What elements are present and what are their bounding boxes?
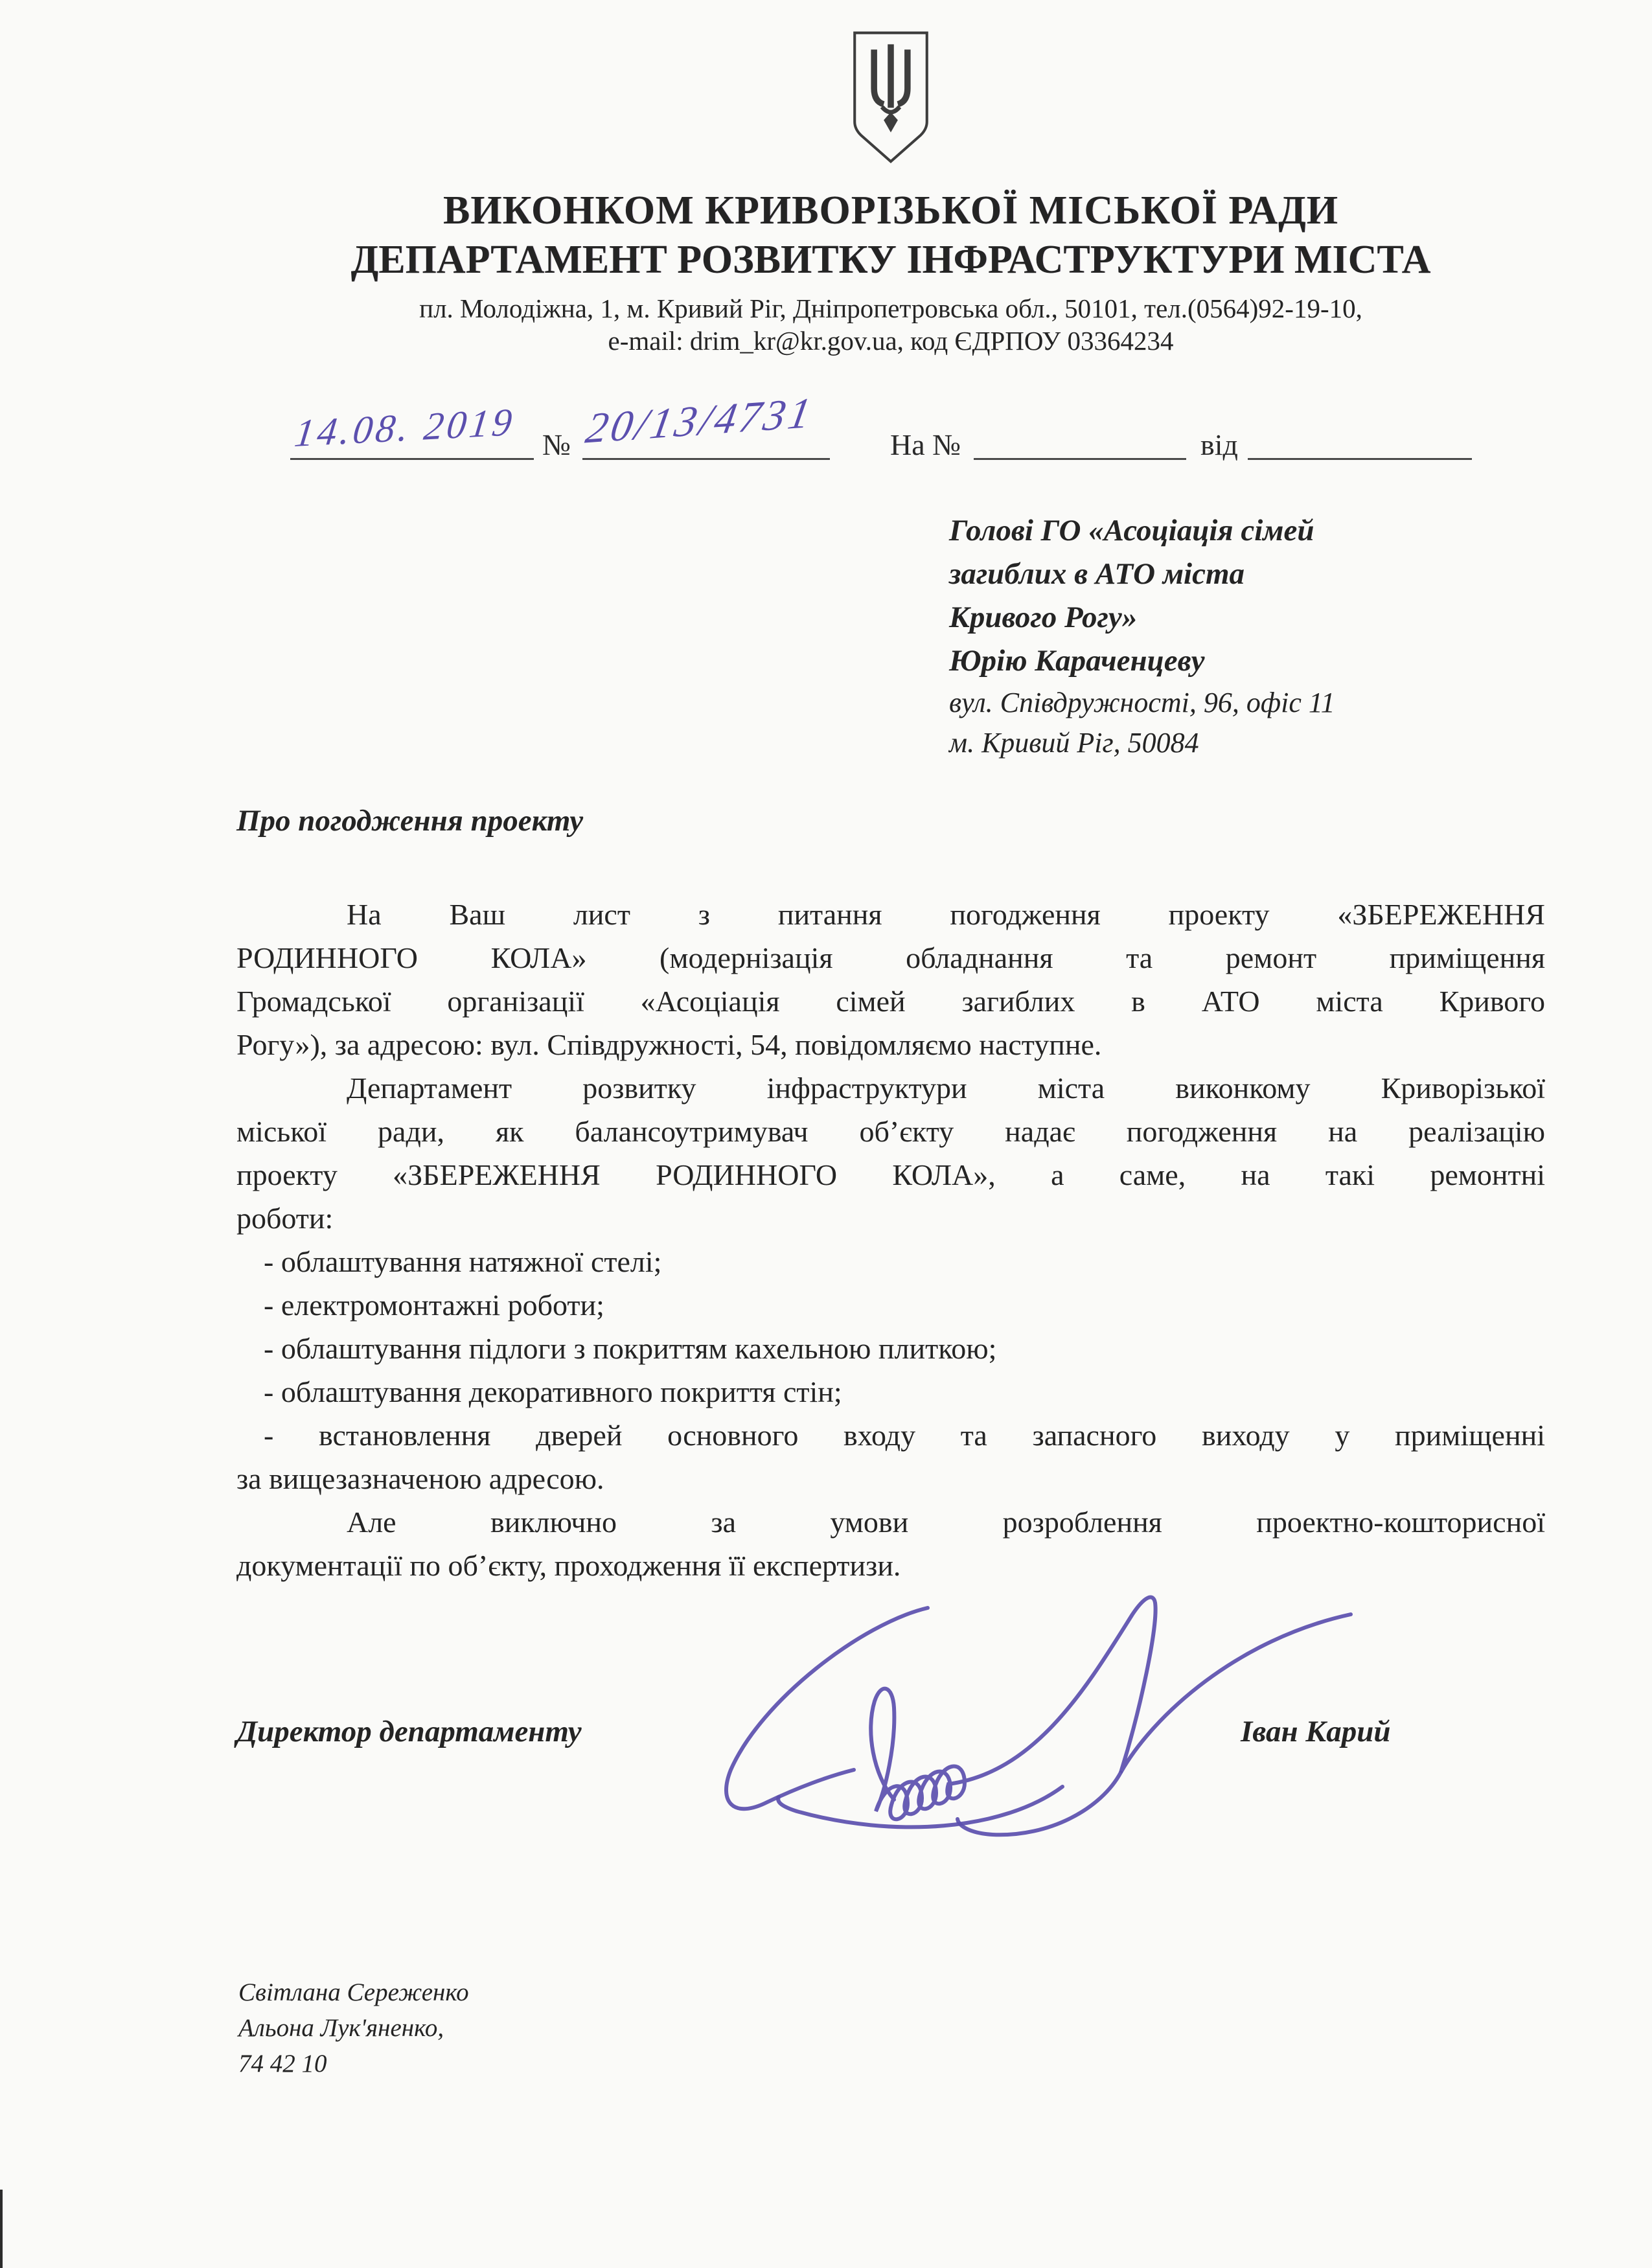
signature-stroke-descender <box>958 1772 1121 1835</box>
body-line: - встановлення дверей основного входу та запасного виходу у приміщенні <box>264 1419 1545 1452</box>
body-line: - облаштування натяжної стелі; <box>264 1245 662 1278</box>
handwritten-number: 20/13/4731 <box>582 389 818 453</box>
addressee-line: Кривого Рогу» <box>949 601 1138 634</box>
footer-line: Світлана Сереженко <box>238 1978 469 2006</box>
signature-stroke-loop <box>726 1608 928 1809</box>
handwritten-date: 14.08. 2019 <box>292 400 518 455</box>
addressee-bold-lines <box>949 509 1571 683</box>
body-line: Рогу»), за адресою: вул. Співдружності, 54, повідомляємо наступне. <box>236 1028 1102 1061</box>
incoming-number-underline <box>974 458 1186 460</box>
addressee-block <box>949 509 1571 763</box>
signer-name: Іван Карий <box>1241 1715 1391 1748</box>
footer-contacts <box>238 1975 469 2081</box>
body-line: Але виключно за умови розроблення проектно-кошторисної <box>347 1506 1545 1539</box>
body-line: міської ради, як балансоутримувач об’єкту надає погодження на реалізацію <box>236 1115 1545 1148</box>
body-line: за вищезазначеною адресою. <box>236 1462 604 1495</box>
body-line: проекту «ЗБЕРЕЖЕННЯ РОДИННОГО КОЛА», а саме, на такі ремонтні <box>236 1158 1545 1191</box>
reference-row <box>0 389 1652 479</box>
incoming-date-underline <box>1248 458 1472 460</box>
body-line: - облаштування підлоги з покриттям кахельною плиткою; <box>264 1332 997 1365</box>
body-line: роботи: <box>236 1202 334 1235</box>
body-line: документації по об’єкту, проходження її експертизи. <box>236 1549 901 1582</box>
body-line: РОДИННОГО КОЛА» (модернізація обладнання та ремонт приміщення <box>236 941 1545 974</box>
incoming-number-label: На № <box>890 428 961 461</box>
number-sign-label: № <box>542 428 571 461</box>
org-email-line: e-mail: drim_kr@kr.gov.ua, код ЄДРПОУ 03364234 <box>608 326 1174 356</box>
date-underline <box>290 458 534 460</box>
number-underline <box>582 458 830 460</box>
addressee-address-line: м. Кривий Ріг, 50084 <box>949 727 1199 759</box>
subject-line: Про погодження проекту <box>236 804 584 838</box>
addressee-address-line: вул. Співдружності, 96, офіс 11 <box>949 687 1335 718</box>
emblem-trident-point <box>884 112 898 132</box>
body-line: - облаштування декоративного покриття стін; <box>264 1375 842 1408</box>
footer-line: Альона Лук'яненко, <box>238 2014 444 2042</box>
body-line: - електромонтажні роботи; <box>264 1289 604 1322</box>
org-name-line2: ДЕПАРТАМЕНТ РОЗВИТКУ ІНФРАСТРУКТУРИ МІСТА <box>350 238 1431 282</box>
org-address-line: пл. Молодіжна, 1, м. Кривий Ріг, Дніпропетровська обл., 50101, тел.(0564)92-19-10, <box>419 293 1362 323</box>
org-name-line1: ВИКОНКОМ КРИВОРІЗЬКОЇ МІСЬКОЇ РАДИ <box>443 189 1338 233</box>
scan-edge-artifact <box>0 2190 3 2268</box>
footer-line: 74 42 10 <box>238 2050 327 2078</box>
emblem-trident-right <box>898 50 908 104</box>
incoming-date-label: від <box>1200 428 1238 461</box>
body-line: Громадської організації «Асоціація сімей загиблих в АТО міста Кривого <box>236 985 1545 1018</box>
body-line: На Ваш лист з питання погодження проекту «ЗБЕРЕЖЕННЯ <box>347 898 1545 931</box>
addressee-plain-lines <box>949 683 1571 763</box>
letter-body <box>236 893 1545 1587</box>
body-line: Департамент розвитку інфраструктури міста виконкому Криворізької <box>347 1071 1545 1105</box>
signer-title: Директор департаменту <box>236 1715 582 1748</box>
ukraine-trident-emblem-icon <box>847 30 935 165</box>
addressee-line: загиблих в АТО міста <box>949 557 1245 591</box>
addressee-line: Юрію Караченцеву <box>949 644 1205 678</box>
addressee-line: Голові ГО «Асоціація сімей <box>949 514 1314 547</box>
emblem-trident-left <box>874 50 884 104</box>
handwritten-signature <box>700 1581 1360 1853</box>
